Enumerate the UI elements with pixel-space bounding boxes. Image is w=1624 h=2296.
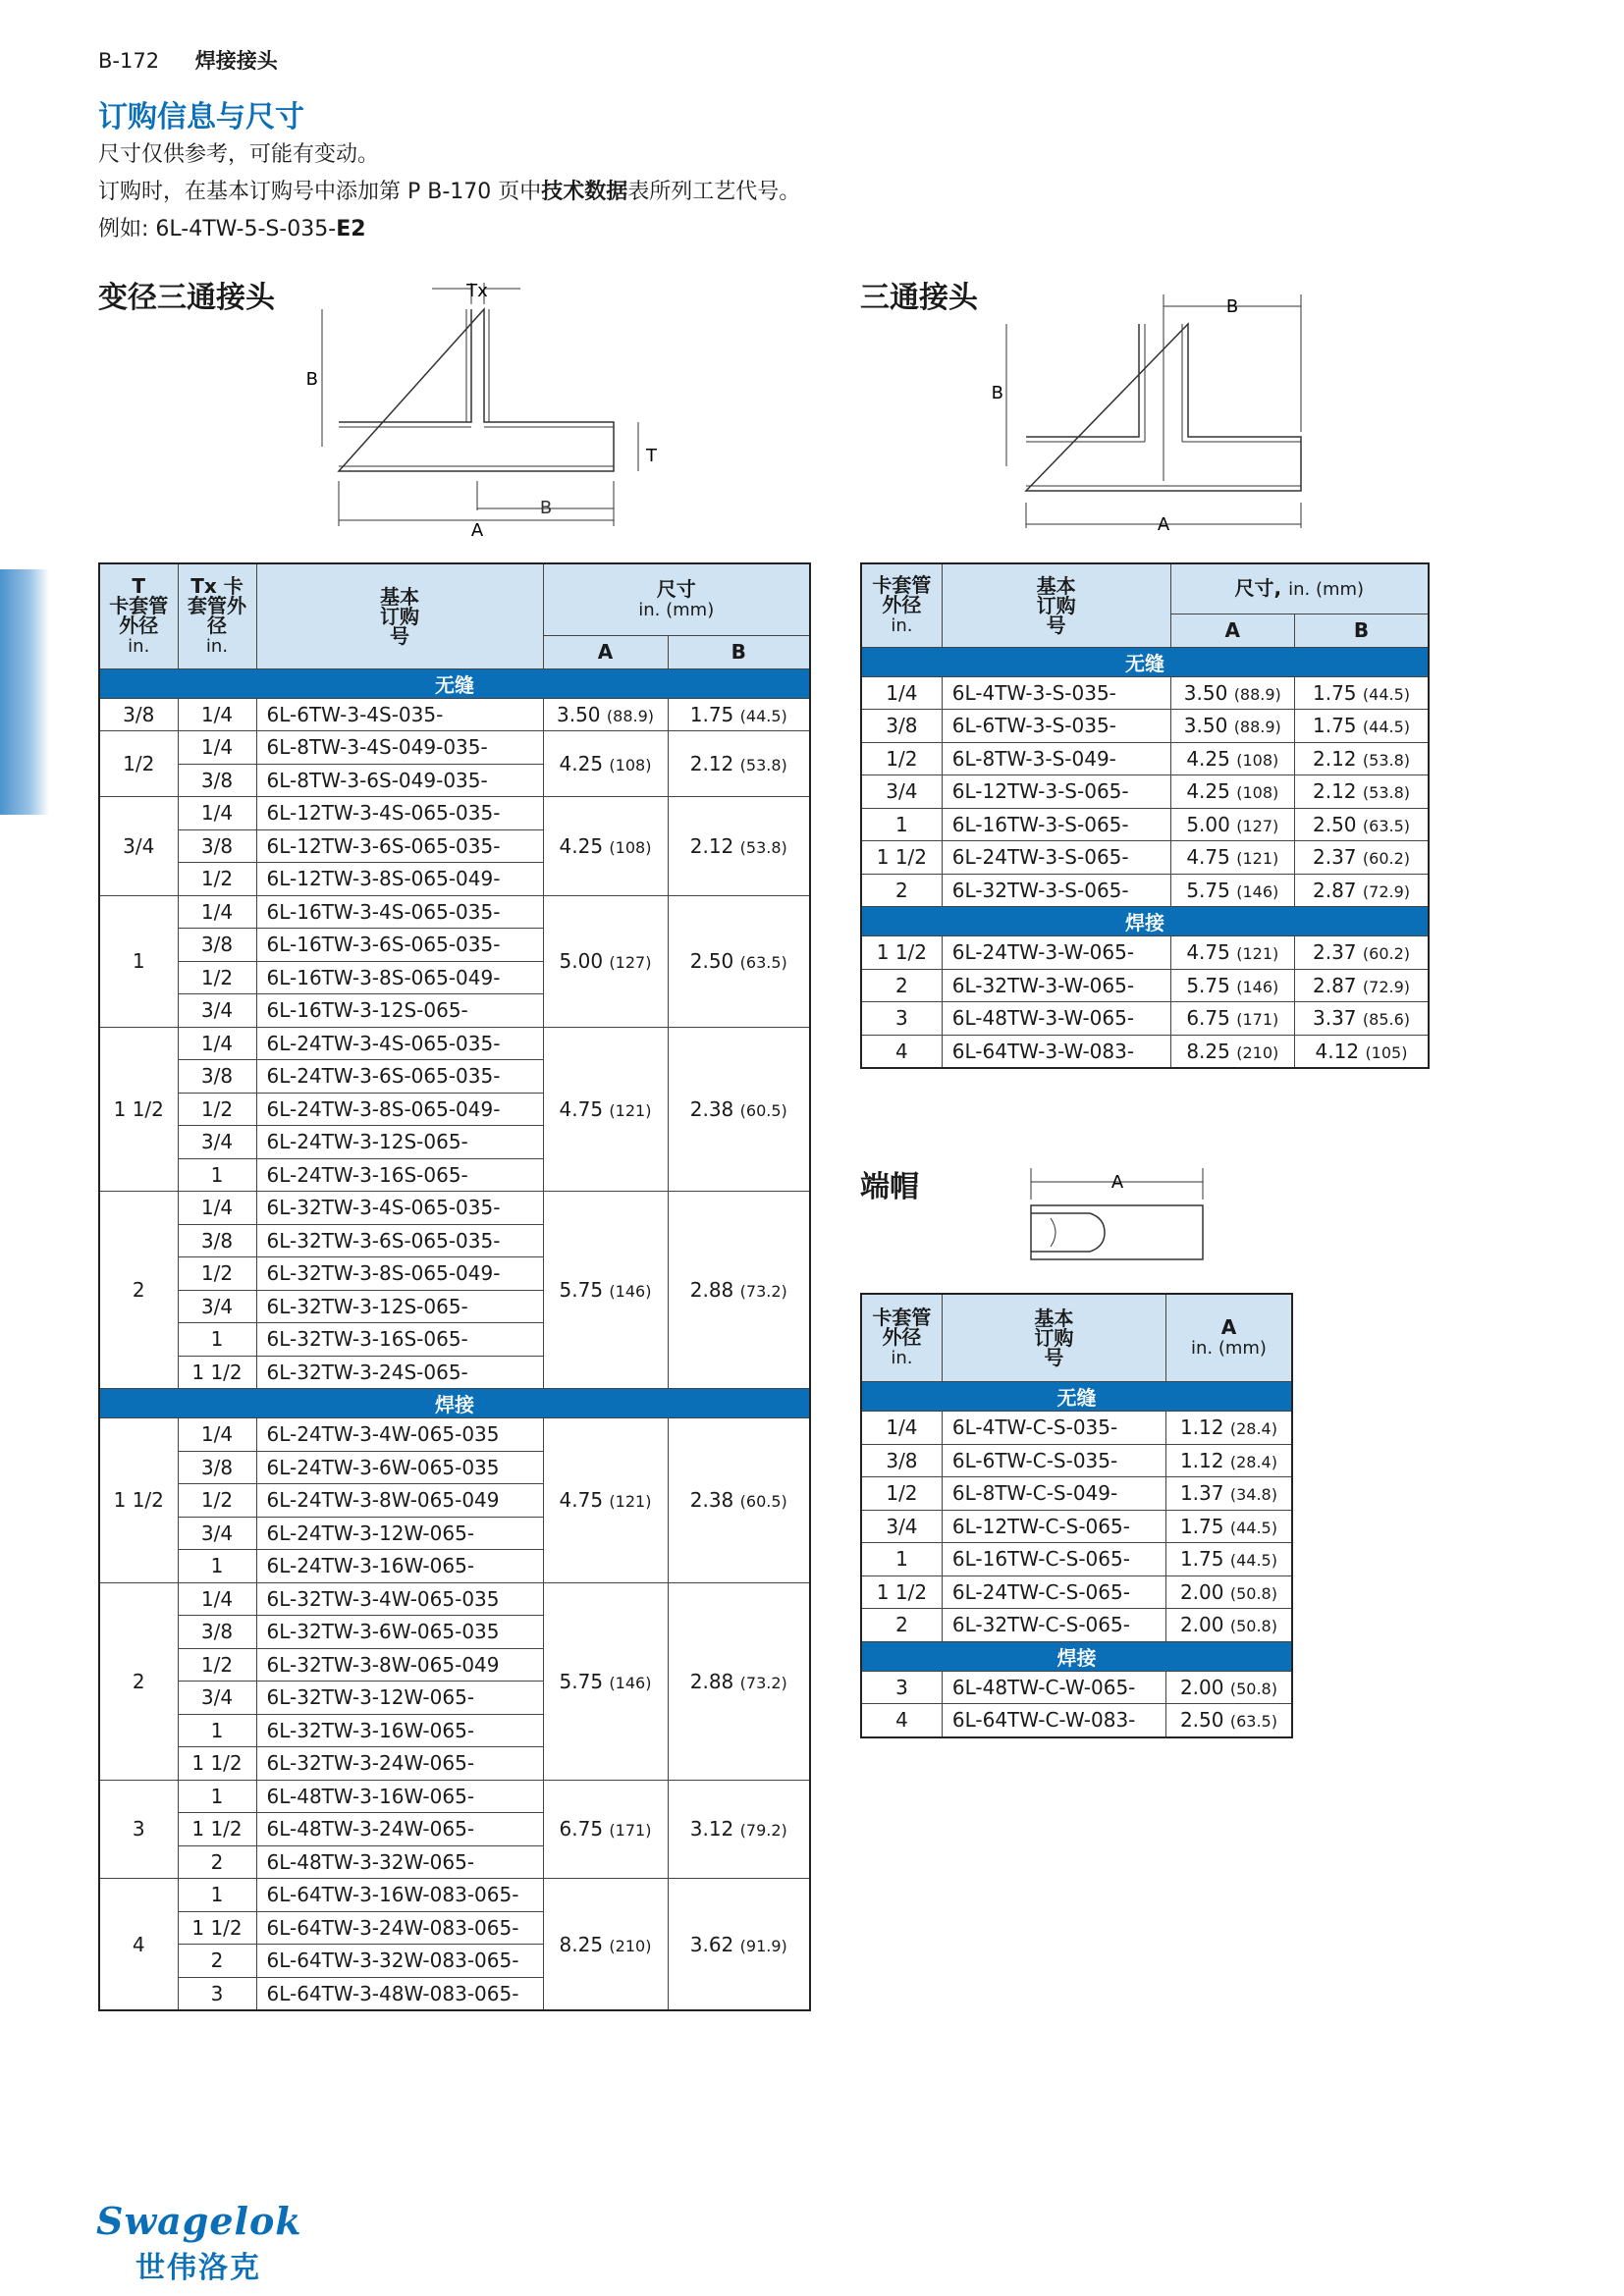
col-header-part-number: 基本 订购 号	[942, 1294, 1165, 1382]
part-number-cell: 6L-24TW-C-S-065-	[942, 1575, 1165, 1609]
table-row	[861, 1035, 1429, 1068]
table-row	[861, 1609, 1292, 1642]
label-a: A	[1157, 514, 1170, 535]
table-row	[861, 1704, 1292, 1737]
col-header-dimensions: 尺寸 in. (mm)	[543, 563, 810, 636]
dim-b-cell: 2.50 (63.5)	[668, 895, 810, 1027]
tube-od-cell: 2	[99, 1582, 178, 1780]
dim-b-cell: 2.87 (72.9)	[1295, 969, 1429, 1002]
branch-od-cell: 1	[178, 1714, 256, 1747]
dim-a-cell: 4.25 (108)	[543, 797, 668, 896]
part-number-cell: 6L-24TW-3-6W-065-035	[256, 1451, 543, 1484]
table-row	[861, 1575, 1292, 1609]
tube-od-cell: 1/2	[861, 742, 942, 775]
branch-od-cell: 1/2	[178, 1093, 256, 1126]
part-number-cell: 6L-24TW-3-4W-065-035	[256, 1418, 543, 1452]
part-number-cell: 6L-16TW-3-6S-065-035-	[256, 929, 543, 962]
table-row	[861, 936, 1429, 970]
part-number-cell: 6L-32TW-3-12W-065-	[256, 1682, 543, 1715]
col-header-part-number: 基本 订购 号	[942, 563, 1170, 647]
band-label: 无缝	[861, 1382, 1292, 1412]
tube-od-cell: 3/4	[99, 797, 178, 896]
col-header-a: A	[543, 636, 668, 669]
tube-od-cell: 1/2	[861, 1477, 942, 1511]
table-row	[861, 676, 1429, 710]
branch-od-cell: 3/4	[178, 1290, 256, 1323]
label-b-vertical: B	[991, 383, 1003, 403]
tube-od-cell: 1/2	[99, 731, 178, 797]
dim-b-cell: 2.50 (63.5)	[1295, 808, 1429, 841]
col-header-a: A	[1170, 614, 1294, 648]
tube-od-cell: 4	[861, 1704, 942, 1737]
dim-a-cell: 4.75 (121)	[1170, 841, 1294, 875]
table-row	[861, 1543, 1292, 1576]
branch-od-cell: 1	[178, 1550, 256, 1583]
tube-od-cell: 1/4	[861, 1412, 942, 1445]
table-row	[99, 1418, 810, 1452]
dim-b-cell: 2.88 (73.2)	[668, 1582, 810, 1780]
table-row	[99, 1780, 810, 1813]
logo-wordmark: Swagelok	[96, 2199, 302, 2243]
section-band	[861, 1641, 1292, 1671]
dim-a-cell: 5.75 (146)	[1170, 874, 1294, 907]
tube-od-cell: 3	[99, 1780, 178, 1879]
tube-od-cell: 2	[861, 969, 942, 1002]
part-number-cell: 6L-48TW-3-16W-065-	[256, 1780, 543, 1813]
part-number-cell: 6L-24TW-3-8S-065-049-	[256, 1093, 543, 1126]
branch-od-cell: 3/8	[178, 1060, 256, 1094]
dim-b-cell: 2.38 (60.5)	[668, 1027, 810, 1192]
note-line-2: 订购时，在基本订购号中添加第 P B-170 页中技术数据表所列工艺代号。	[98, 180, 801, 204]
col-header-od: 卡套管 外径 in.	[861, 1294, 942, 1382]
branch-od-cell: 1 1/2	[178, 1911, 256, 1945]
branch-od-cell: 1	[178, 1879, 256, 1912]
tube-od-cell: 2	[861, 1609, 942, 1642]
table-row	[861, 874, 1429, 907]
part-number-cell: 6L-48TW-3-W-065-	[942, 1002, 1170, 1036]
tube-od-cell: 1 1/2	[99, 1027, 178, 1192]
dim-a-cell: 2.00 (50.8)	[1165, 1609, 1292, 1642]
table-row	[99, 698, 810, 731]
branch-od-cell: 1/2	[178, 1484, 256, 1518]
part-number-cell: 6L-16TW-3-12S-065-	[256, 994, 543, 1028]
branch-od-cell: 1/4	[178, 1027, 256, 1060]
dim-b-cell: 1.75 (44.5)	[668, 698, 810, 731]
branch-od-cell: 1/4	[178, 1192, 256, 1225]
part-number-cell: 6L-32TW-3-12S-065-	[256, 1290, 543, 1323]
note-line-1: 尺寸仅供参考，可能有变动。	[98, 142, 380, 167]
section-tee: 三通接头	[860, 281, 978, 315]
reducing-tee-table	[98, 562, 811, 2011]
part-number-cell: 6L-32TW-3-24S-065-	[256, 1356, 543, 1389]
table-row	[861, 1412, 1292, 1445]
section-cap: 端帽	[860, 1170, 919, 1204]
section-band	[861, 647, 1429, 676]
part-number-cell: 6L-32TW-3-8S-065-049-	[256, 1257, 543, 1291]
tube-od-cell: 3/4	[861, 1510, 942, 1543]
part-number-cell: 6L-24TW-3-16S-065-	[256, 1158, 543, 1192]
branch-od-cell: 1 1/2	[178, 1813, 256, 1846]
branch-od-cell: 1/2	[178, 961, 256, 994]
part-number-cell: 6L-24TW-3-W-065-	[942, 936, 1170, 970]
part-number-cell: 6L-4TW-3-S-035-	[942, 676, 1170, 710]
part-number-cell: 6L-8TW-3-S-049-	[942, 742, 1170, 775]
dim-a-cell: 2.50 (63.5)	[1165, 1704, 1292, 1737]
dim-b-cell: 2.12 (53.8)	[1295, 775, 1429, 809]
label-a: A	[1110, 1172, 1124, 1193]
branch-od-cell: 1 1/2	[178, 1747, 256, 1781]
part-number-cell: 6L-24TW-3-4S-065-035-	[256, 1027, 543, 1060]
branch-od-cell: 1	[178, 1323, 256, 1357]
table-row	[861, 1477, 1292, 1511]
dim-b-cell: 2.88 (73.2)	[668, 1192, 810, 1389]
part-number-cell: 6L-6TW-C-S-035-	[942, 1444, 1165, 1477]
dim-b-cell: 2.38 (60.5)	[668, 1418, 810, 1583]
dim-a-cell: 1.75 (44.5)	[1165, 1543, 1292, 1576]
part-number-cell: 6L-24TW-3-16W-065-	[256, 1550, 543, 1583]
reducing-tee-diagram	[295, 275, 687, 540]
branch-od-cell: 2	[178, 1845, 256, 1879]
col-header-dimensions: 尺寸, in. (mm)	[1170, 563, 1429, 614]
dim-b-cell: 3.62 (91.9)	[668, 1879, 810, 2011]
branch-od-cell: 3/4	[178, 1126, 256, 1159]
table-row	[99, 1192, 810, 1225]
branch-od-cell: 1/2	[178, 863, 256, 896]
dim-a-cell: 3.50 (88.9)	[1170, 676, 1294, 710]
dim-a-cell: 6.75 (171)	[543, 1780, 668, 1879]
branch-od-cell: 3/8	[178, 929, 256, 962]
part-number-cell: 6L-24TW-3-6S-065-035-	[256, 1060, 543, 1094]
part-number-cell: 6L-24TW-3-8W-065-049	[256, 1484, 543, 1518]
part-number-cell: 6L-16TW-3-4S-065-035-	[256, 895, 543, 929]
part-number-cell: 6L-24TW-3-S-065-	[942, 841, 1170, 875]
dim-b-cell: 1.75 (44.5)	[1295, 676, 1429, 710]
part-number-cell: 6L-8TW-C-S-049-	[942, 1477, 1165, 1511]
part-number-cell: 6L-32TW-3-6S-065-035-	[256, 1224, 543, 1257]
dim-a-cell: 4.75 (121)	[543, 1418, 668, 1583]
col-header-od: 卡套管 外径 in.	[861, 563, 942, 647]
part-number-cell: 6L-4TW-C-S-035-	[942, 1412, 1165, 1445]
table-row	[99, 895, 810, 929]
chapter-title: 焊接接头	[194, 49, 278, 73]
branch-od-cell: 1/2	[178, 1257, 256, 1291]
dim-a-cell: 3.50 (88.9)	[1170, 710, 1294, 743]
table-row	[99, 1582, 810, 1616]
dim-b-cell: 2.87 (72.9)	[1295, 874, 1429, 907]
part-number-cell: 6L-24TW-3-12W-065-	[256, 1517, 543, 1550]
tube-od-cell: 3	[861, 1671, 942, 1704]
tee-table	[860, 562, 1430, 1069]
branch-od-cell: 1 1/2	[178, 1356, 256, 1389]
tube-od-cell: 4	[861, 1035, 942, 1068]
branch-od-cell: 3/4	[178, 1517, 256, 1550]
part-number-cell: 6L-64TW-C-W-083-	[942, 1704, 1165, 1737]
table-row	[861, 969, 1429, 1002]
table-row	[861, 710, 1429, 743]
dim-a-cell: 8.25 (210)	[543, 1879, 668, 2011]
tube-od-cell: 2	[861, 874, 942, 907]
part-number-cell: 6L-32TW-3-16S-065-	[256, 1323, 543, 1357]
page-number: B-172	[98, 49, 160, 73]
branch-od-cell: 3/8	[178, 1451, 256, 1484]
part-number-cell: 6L-16TW-3-8S-065-049-	[256, 961, 543, 994]
part-number-cell: 6L-64TW-3-32W-083-065-	[256, 1945, 543, 1978]
table-row	[99, 731, 810, 765]
side-tab	[0, 569, 49, 815]
part-number-cell: 6L-64TW-3-16W-083-065-	[256, 1879, 543, 1912]
dim-a-cell: 4.75 (121)	[543, 1027, 668, 1192]
part-number-cell: 6L-12TW-C-S-065-	[942, 1510, 1165, 1543]
dim-a-cell: 1.37 (34.8)	[1165, 1477, 1292, 1511]
part-number-cell: 6L-24TW-3-12S-065-	[256, 1126, 543, 1159]
section-band	[99, 668, 810, 698]
band-label: 无缝	[861, 647, 1429, 676]
tube-od-cell: 1 1/2	[861, 841, 942, 875]
band-label: 焊接	[861, 907, 1429, 936]
branch-od-cell: 3/8	[178, 764, 256, 797]
branch-od-cell: 3/4	[178, 1682, 256, 1715]
tube-od-cell: 3/4	[861, 775, 942, 809]
tee-diagram	[982, 285, 1335, 540]
part-number-cell: 6L-12TW-3-4S-065-035-	[256, 797, 543, 830]
table-row	[861, 1510, 1292, 1543]
tube-od-cell: 1	[861, 1543, 942, 1576]
dim-a-cell: 5.75 (146)	[1170, 969, 1294, 1002]
label-b: B	[1225, 296, 1239, 317]
part-number-cell: 6L-64TW-3-W-083-	[942, 1035, 1170, 1068]
branch-od-cell: 1	[178, 1158, 256, 1192]
table-row	[861, 841, 1429, 875]
branch-od-cell: 1/4	[178, 895, 256, 929]
page-header	[98, 45, 278, 75]
branch-od-cell: 3/8	[178, 1616, 256, 1649]
dim-a-cell: 8.25 (210)	[1170, 1035, 1294, 1068]
part-number-cell: 6L-32TW-3-W-065-	[942, 969, 1170, 1002]
branch-od-cell: 1/4	[178, 1418, 256, 1452]
branch-od-cell: 1/2	[178, 1648, 256, 1682]
tube-od-cell: 3	[861, 1002, 942, 1036]
col-header-b: B	[668, 636, 810, 669]
example-line: 例如: 6L-4TW-5-S-035-E2	[98, 217, 366, 241]
branch-od-cell: 1/4	[178, 797, 256, 830]
part-number-cell: 6L-6TW-3-S-035-	[942, 710, 1170, 743]
part-number-cell: 6L-48TW-3-32W-065-	[256, 1845, 543, 1879]
tube-od-cell: 3/8	[861, 710, 942, 743]
table-row	[861, 742, 1429, 775]
part-number-cell: 6L-48TW-C-W-065-	[942, 1671, 1165, 1704]
table-row	[861, 775, 1429, 809]
dim-a-cell: 5.00 (127)	[543, 895, 668, 1027]
tube-od-cell: 1	[99, 895, 178, 1027]
dim-a-cell: 1.12 (28.4)	[1165, 1444, 1292, 1477]
part-number-cell: 6L-32TW-3-24W-065-	[256, 1747, 543, 1781]
dim-a-cell: 2.00 (50.8)	[1165, 1575, 1292, 1609]
dim-b-cell: 2.37 (60.2)	[1295, 936, 1429, 970]
branch-od-cell: 1/4	[178, 731, 256, 765]
dim-a-cell: 5.00 (127)	[1170, 808, 1294, 841]
tube-od-cell: 4	[99, 1879, 178, 2011]
branch-od-cell: 1/4	[178, 1582, 256, 1616]
part-number-cell: 6L-8TW-3-6S-049-035-	[256, 764, 543, 797]
dim-b-cell: 2.12 (53.8)	[668, 731, 810, 797]
col-header-t: T 卡套管 外径 in.	[99, 563, 178, 668]
section-band	[861, 1382, 1292, 1412]
part-number-cell: 6L-32TW-C-S-065-	[942, 1609, 1165, 1642]
dim-b-cell: 2.37 (60.2)	[1295, 841, 1429, 875]
part-number-cell: 6L-48TW-3-24W-065-	[256, 1813, 543, 1846]
label-tx: Tx	[466, 281, 488, 301]
part-number-cell: 6L-12TW-3-S-065-	[942, 775, 1170, 809]
dim-a-cell: 4.25 (108)	[543, 731, 668, 797]
dim-b-cell: 3.37 (85.6)	[1295, 1002, 1429, 1036]
dim-b-cell: 2.12 (53.8)	[668, 797, 810, 896]
dim-a-cell: 1.75 (44.5)	[1165, 1510, 1292, 1543]
tube-od-cell: 1 1/2	[99, 1418, 178, 1583]
branch-od-cell: 1/4	[178, 698, 256, 731]
tube-od-cell: 1	[861, 808, 942, 841]
section-band	[99, 1389, 810, 1418]
dim-a-cell: 4.25 (108)	[1170, 775, 1294, 809]
tube-od-cell: 2	[99, 1192, 178, 1389]
part-number-cell: 6L-32TW-3-6W-065-035	[256, 1616, 543, 1649]
dim-a-cell: 2.00 (50.8)	[1165, 1671, 1292, 1704]
branch-od-cell: 3/8	[178, 829, 256, 863]
table-row	[861, 1671, 1292, 1704]
part-number-cell: 6L-64TW-3-24W-083-065-	[256, 1911, 543, 1945]
tube-od-cell: 1/4	[861, 676, 942, 710]
part-number-cell: 6L-16TW-3-S-065-	[942, 808, 1170, 841]
branch-od-cell: 3/8	[178, 1224, 256, 1257]
dim-b-cell: 1.75 (44.5)	[1295, 710, 1429, 743]
part-number-cell: 6L-12TW-3-6S-065-035-	[256, 829, 543, 863]
part-number-cell: 6L-32TW-3-4S-065-035-	[256, 1192, 543, 1225]
col-header-tx: Tx 卡 套管外 径 in.	[178, 563, 256, 668]
dim-a-cell: 5.75 (146)	[543, 1192, 668, 1389]
dim-b-cell: 2.12 (53.8)	[1295, 742, 1429, 775]
label-b-horizontal: B	[539, 498, 553, 518]
col-header-b: B	[1295, 614, 1429, 648]
label-t: T	[646, 446, 657, 466]
section-reducing-tee: 变径三通接头	[98, 281, 275, 315]
label-a: A	[470, 520, 484, 540]
table-row	[861, 1444, 1292, 1477]
cap-diagram	[1021, 1164, 1218, 1262]
table-row	[861, 1002, 1429, 1036]
part-number-cell: 6L-12TW-3-8S-065-049-	[256, 863, 543, 896]
part-number-cell: 6L-32TW-3-8W-065-049	[256, 1648, 543, 1682]
branch-od-cell: 3/4	[178, 994, 256, 1028]
band-label: 焊接	[99, 1389, 810, 1418]
part-number-cell: 6L-8TW-3-4S-049-035-	[256, 731, 543, 765]
dim-a-cell: 6.75 (171)	[1170, 1002, 1294, 1036]
dim-b-cell: 4.12 (105)	[1295, 1035, 1429, 1068]
logo-chinese: 世伟洛克	[135, 2251, 261, 2285]
dim-a-cell: 4.25 (108)	[1170, 742, 1294, 775]
part-number-cell: 6L-32TW-3-4W-065-035	[256, 1582, 543, 1616]
table-row	[99, 797, 810, 830]
branch-od-cell: 2	[178, 1945, 256, 1978]
table-row	[99, 1879, 810, 1912]
part-number-cell: 6L-6TW-3-4S-035-	[256, 698, 543, 731]
part-number-cell: 6L-32TW-3-S-065-	[942, 874, 1170, 907]
part-number-cell: 6L-16TW-C-S-065-	[942, 1543, 1165, 1576]
tube-od-cell: 1 1/2	[861, 1575, 942, 1609]
part-number-cell: 6L-32TW-3-16W-065-	[256, 1714, 543, 1747]
dim-a-cell: 5.75 (146)	[543, 1582, 668, 1780]
table-row	[99, 1027, 810, 1060]
tube-od-cell: 3/8	[99, 698, 178, 731]
tube-od-cell: 1 1/2	[861, 936, 942, 970]
dim-a-cell: 1.12 (28.4)	[1165, 1412, 1292, 1445]
branch-od-cell: 1	[178, 1780, 256, 1813]
section-band	[861, 907, 1429, 936]
dim-a-cell: 4.75 (121)	[1170, 936, 1294, 970]
dim-a-cell: 3.50 (88.9)	[543, 698, 668, 731]
col-header-a: A in. (mm)	[1165, 1294, 1292, 1382]
label-b-vertical: B	[305, 369, 318, 390]
dim-b-cell: 3.12 (79.2)	[668, 1780, 810, 1879]
part-number-cell: 6L-64TW-3-48W-083-065-	[256, 1977, 543, 2010]
col-header-part-number: 基本 订购 号	[256, 563, 543, 668]
band-label: 无缝	[99, 668, 810, 698]
cap-table	[860, 1293, 1293, 1738]
ordering-title: 订购信息与尺寸	[98, 100, 304, 134]
tube-od-cell: 3/8	[861, 1444, 942, 1477]
swagelok-logo	[96, 2199, 302, 2286]
table-row	[861, 808, 1429, 841]
band-label: 焊接	[861, 1641, 1292, 1671]
branch-od-cell: 3	[178, 1977, 256, 2010]
